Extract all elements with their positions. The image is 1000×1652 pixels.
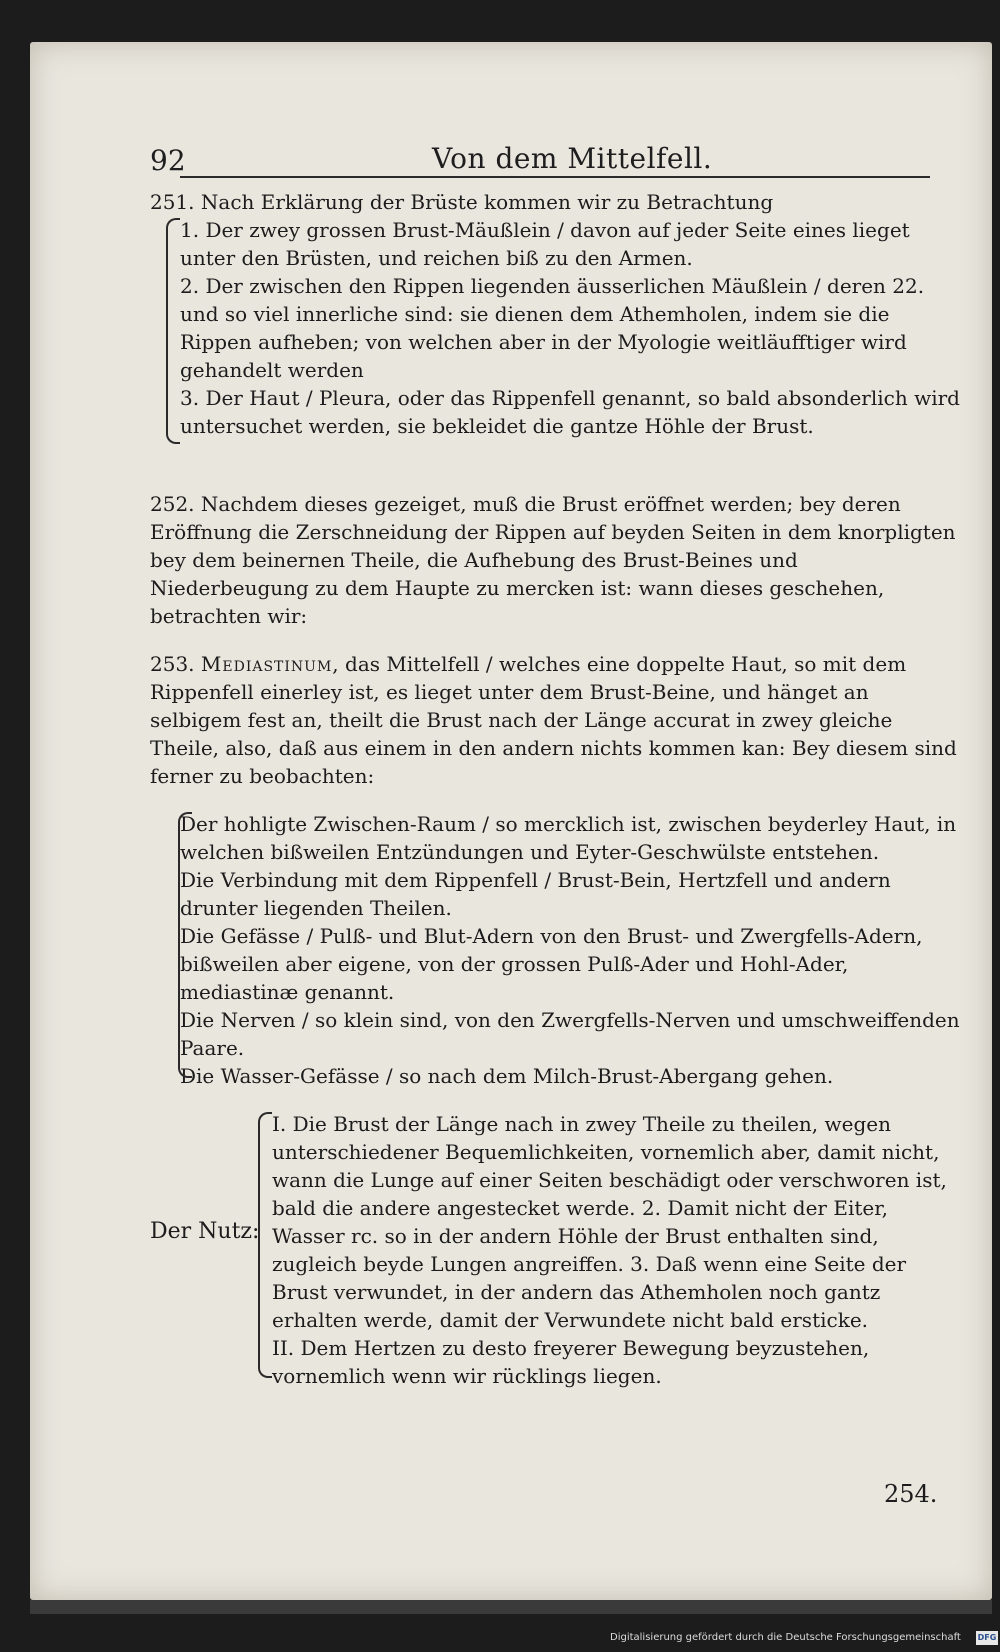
nutz-list <box>272 1110 952 1390</box>
running-title: Von dem Mittelfell. <box>432 142 713 175</box>
list-item: 1. Der zwey grossen Brust-Mäußlein / davon auf jeder Seite eines lieget unter den Brüsten, und reichen biß zu den Armen. <box>180 218 910 270</box>
header-rule <box>180 176 930 178</box>
list-item: 3. Der Haut / Pleura, oder das Rippenfell genannt, so bald absonderlich wird untersuchet werden, sie bekleidet die gantze Höhle der Brust. <box>180 386 960 438</box>
nutz-label: Der Nutz: <box>150 1219 260 1244</box>
list-item: I. Die Brust der Länge nach in zwey Theile zu theilen, wegen unterschiedener Bequemlichkeiten, vornemlich aber, damit nicht, wann die Lunge auf einer Seiten beschädigt oder verschworen ist, bald die andere angestecket werde. 2. Damit nicht der Eiter, Wasser rc. so in der andern Höhle der Brust enthalten sind, zugleich beyde Lungen angreiffen. 3. Daß wenn eine Seite der Brust verwundet, in der andern das Athemholen noch gantz erhalten werde, damit der Verwundete nicht bald ersticke. <box>272 1112 947 1332</box>
page-edge <box>30 1600 992 1614</box>
section-253-text <box>150 650 960 790</box>
list-item: 2. Der zwischen den Rippen liegenden äusserlichen Mäußlein / deren 22. und so viel innerliche sind: sie dienen dem Athemholen, indem sie die Rippen aufheben; von welchen aber in der Myologie weitläufftiger wird gehandelt werden <box>180 274 925 382</box>
brace-253 <box>178 812 192 1078</box>
list-item: Der hohligte Zwischen-Raum / so mercklich ist, zwischen beyderley Haut, in welchen bißweilen Entzündungen und Eyter-Geschwülste entstehen. <box>180 812 957 864</box>
section-251 <box>150 188 960 440</box>
brace-251 <box>166 218 180 444</box>
section-251-intro: 251. Nach Erklärung der Brüste kommen wir zu Betrachtung <box>150 190 774 214</box>
brace-nutz <box>258 1112 272 1378</box>
digitization-credit: Digitalisierung gefördert durch die Deutsche Forschungsgemeinschaft <box>610 1632 961 1643</box>
section-253-number: 253. <box>150 652 195 676</box>
list-item: Die Wasser-Gefässe / so nach dem Milch-Brust-Abergang gehen. <box>180 1064 834 1088</box>
dfg-logo: DFG <box>976 1631 998 1645</box>
section-253-body: , das Mittelfell / welches eine doppelte Haut, so mit dem Rippenfell einerley ist, es lieget unter dem Brust-Beine, und hänget an selbigem fest an, theilt die Brust nach der Länge accurat in zwey gleiche Theile, also, daß aus einem in den andern nichts kommen kan: Bey diesem sind ferner zu beobachten: <box>150 652 957 788</box>
catchword: 254. <box>884 1480 938 1508</box>
list-item: Die Nerven / so klein sind, von den Zwergfells-Nerven und umschweiffenden Paare. <box>180 1008 960 1060</box>
page-header <box>150 140 950 180</box>
section-251-list <box>150 216 960 440</box>
list-item: II. Dem Hertzen zu desto freyerer Bewegung beyzustehen, vornemlich wenn wir rücklings liegen. <box>272 1336 870 1388</box>
list-item: Die Verbindung mit dem Rippenfell / Brust-Bein, Hertzfell und andern drunter liegenden Theilen. <box>180 868 891 920</box>
section-253 <box>150 650 960 790</box>
page-number: 92 <box>150 144 186 177</box>
list-item: Die Gefässe / Pulß- und Blut-Adern von den Brust- und Zwergfells-Adern, bißweilen aber eigene, von der grossen Pulß-Ader und Hohl-Ader, mediastinæ genannt. <box>180 924 923 1004</box>
section-252 <box>150 490 960 630</box>
section-252-text: 252. Nachdem dieses gezeiget, muß die Brust eröffnet werden; bey deren Eröffnung die Zerschneidung der Rippen auf beyden Seiten in dem knorpligten bey dem beinernen Theile, die Aufhebung des Brust-Beines und Niederbeugung zu dem Haupte zu mercken ist: wann dieses geschehen, betrachten wir: <box>150 492 956 628</box>
section-253-list <box>150 810 960 1090</box>
section-253-term: Mediastinum <box>200 652 333 676</box>
